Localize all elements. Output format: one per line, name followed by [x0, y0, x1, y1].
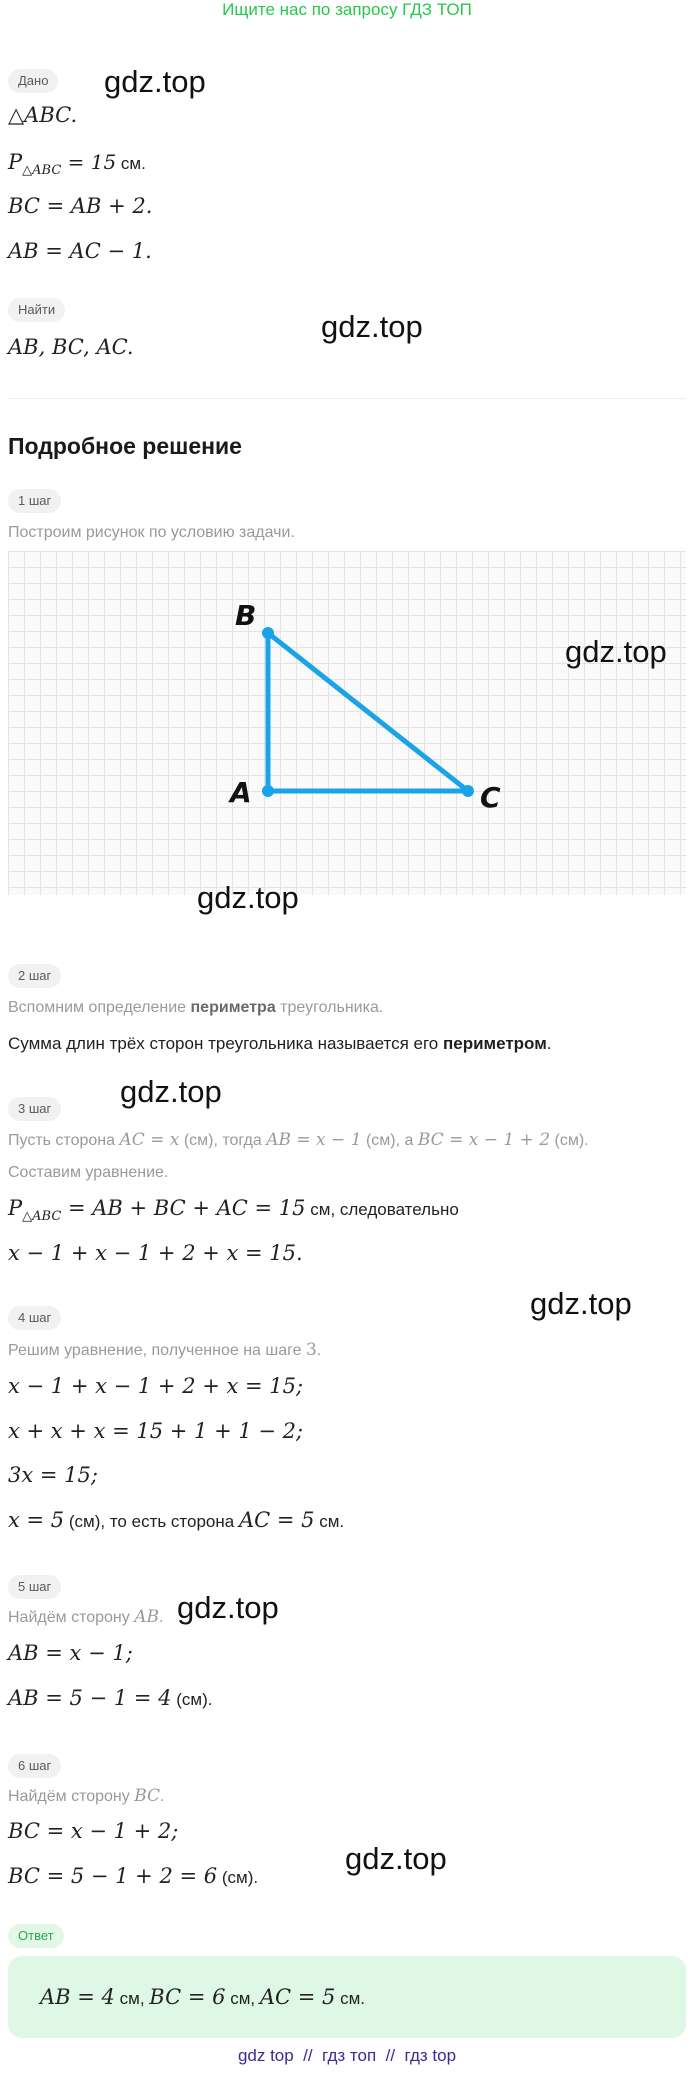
step-4-line-5: [8, 1508, 344, 1532]
divider: [8, 398, 686, 399]
equation: x = 5: [8, 1508, 65, 1532]
step-5-line-2: AB = x − 1;: [8, 1641, 133, 1665]
given-perimeter: [8, 150, 146, 178]
text-span: (см), а: [361, 1132, 418, 1149]
step-5-line-1: [8, 1607, 163, 1627]
text-span: треугольника.: [275, 999, 384, 1016]
text-span: (см).: [550, 1132, 589, 1149]
point-b: [262, 627, 274, 639]
step-4-line-3: x + x + x = 15 + 1 + 1 − 2;: [8, 1419, 304, 1443]
text-bold: периметром: [442, 1034, 547, 1053]
triangle-figure: [8, 551, 686, 895]
math-ac: AC = x: [119, 1130, 180, 1150]
answer-text: [40, 1985, 365, 2009]
point-a: [262, 785, 274, 797]
step-1-label: 1 шаг: [8, 489, 61, 513]
text-span: .: [158, 1609, 164, 1626]
equation: = AB + BC + AC = 15: [67, 1196, 306, 1220]
text-span: Пусть сторона: [8, 1132, 120, 1149]
math-number: 3: [305, 1340, 317, 1360]
step-4-line-4: 3x = 15;: [8, 1463, 98, 1487]
text-span: Решим уравнение, полученное на шаге: [8, 1342, 306, 1359]
step-3-line-4: x − 1 + x − 1 + 2 + x = 15.: [8, 1241, 303, 1265]
text-span: .: [160, 1788, 165, 1805]
step-2-label: 2 шаг: [8, 964, 61, 988]
given-bc: BC = AB + 2.: [8, 194, 153, 218]
step-3-line-1: [8, 1130, 589, 1150]
equation: AC = 5: [259, 1985, 336, 2009]
step-4-line-2: x − 1 + x − 1 + 2 + x = 15;: [8, 1374, 304, 1398]
find-value: AB, BC, AC.: [8, 335, 134, 359]
solution-title: Подробное решение: [8, 433, 242, 459]
text-span: см, следовательно: [305, 1200, 459, 1219]
label-a: A: [230, 776, 252, 809]
step-3-line-3: [8, 1196, 459, 1224]
step-1-text: Построим рисунок по условию задачи.: [8, 524, 295, 541]
watermark: gdz.top: [197, 880, 299, 915]
text-span: см,: [114, 1989, 150, 2008]
text-span: (см).: [217, 1868, 259, 1887]
given-ab: AB = AC − 1.: [8, 239, 152, 263]
label-c: C: [480, 781, 501, 814]
step-5-line-3: [8, 1686, 213, 1710]
equation: AB = 4: [40, 1985, 115, 2009]
text-span: Найдём сторону: [8, 1788, 135, 1805]
math-ab: AB = x − 1: [266, 1130, 362, 1150]
perimeter-definition: [8, 1034, 552, 1054]
math-ab: AB: [134, 1607, 159, 1627]
equation: BC = 6: [149, 1985, 226, 2009]
text-span: (см), тогда: [179, 1132, 267, 1149]
watermark: gdz.top: [104, 64, 206, 99]
text-span: Найдём сторону: [8, 1609, 135, 1626]
side-bc: [268, 633, 468, 791]
text-span: .: [546, 1034, 552, 1053]
text-span: см.: [314, 1512, 345, 1531]
watermark: gdz.top: [530, 1286, 632, 1321]
perimeter-symbol: P: [8, 1196, 23, 1220]
step-3-label: 3 шаг: [8, 1097, 61, 1121]
perimeter-symbol: P: [8, 150, 23, 174]
step-4-label: 4 шаг: [8, 1306, 61, 1330]
watermark: gdz.top: [177, 1590, 279, 1625]
math-bc: BC: [134, 1786, 161, 1806]
label-b: B: [235, 599, 257, 632]
text-span: см,: [225, 1989, 260, 2008]
watermark: gdz.top: [565, 634, 667, 669]
equation: BC = 5 − 1 + 2 = 6: [8, 1864, 218, 1888]
top-banner[interactable]: Ищите нас по запросу ГДЗ ТОП: [222, 0, 472, 19]
perimeter-subscript: △ABC: [22, 1209, 62, 1225]
equation: AC = 5: [238, 1508, 315, 1532]
text-bold: периметра: [190, 999, 276, 1016]
step-6-label: 6 шаг: [8, 1754, 61, 1778]
watermark: gdz.top: [120, 1074, 222, 1109]
answer-label: Ответ: [8, 1924, 64, 1948]
perimeter-unit: см.: [116, 154, 146, 173]
watermark: gdz.top: [321, 309, 423, 344]
math-bc: BC = x − 1 + 2: [417, 1130, 551, 1150]
text-span: Сумма длин трёх сторон треугольника называется его: [8, 1034, 443, 1053]
perimeter-subscript: △ABC: [22, 163, 62, 179]
step-6-line-3: [8, 1864, 258, 1888]
step-2-text: [8, 999, 383, 1017]
perimeter-value: = 15: [61, 150, 117, 174]
step-6-line-1: [8, 1786, 164, 1806]
point-c: [462, 785, 474, 797]
text-span: см.: [335, 1989, 366, 2008]
given-label: Дано: [8, 69, 58, 93]
step-3-line-2: Составим уравнение.: [8, 1164, 169, 1181]
text-span: .: [316, 1342, 322, 1359]
step-4-line-1: [8, 1340, 321, 1360]
watermark: gdz.top: [345, 1841, 447, 1876]
text-span: Вспомним определение: [8, 999, 191, 1016]
step-5-label: 5 шаг: [8, 1575, 61, 1599]
text-span: (см), то есть сторона: [64, 1512, 239, 1531]
text-span: (см).: [171, 1690, 213, 1709]
equation: AB = 5 − 1 = 4: [8, 1686, 172, 1710]
given-triangle: △ABC.: [8, 103, 78, 127]
step-6-line-2: BC = x − 1 + 2;: [8, 1819, 179, 1843]
find-label: Найти: [8, 298, 65, 322]
footer-links[interactable]: gdz top // гдз топ // гдз top: [237, 2046, 457, 2065]
